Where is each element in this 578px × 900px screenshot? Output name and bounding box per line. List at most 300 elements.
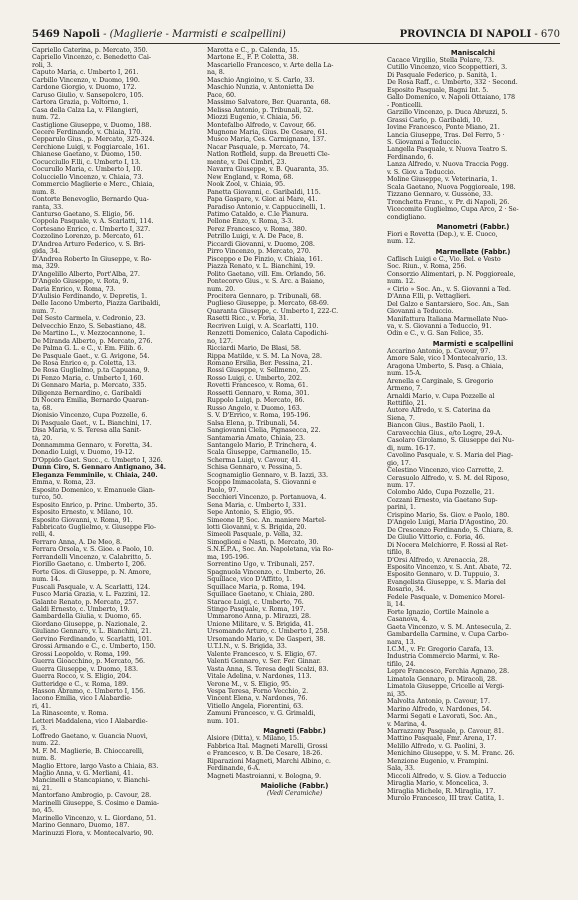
directory-entry: Ferrandelli Vincenzo, v. Calabritto, 5. — [32, 553, 152, 561]
directory-entry: va, v. S. Giovanni a Teduccio, 91. — [387, 322, 492, 330]
directory-entry: New England, v. Roma, 68. — [207, 173, 294, 181]
directory-entry: Delvecchio Enzo, S. Sebastiano, 48. — [32, 322, 147, 330]
directory-entry: Gervino Ferdinando, v. Scarlatti, 101. — [32, 635, 152, 643]
directory-entry: Canturso Gaetano, S. Eligio, 56. — [32, 210, 135, 218]
directory-entry: Marinelli Giuseppe, S. Cosimo e Damia- — [32, 799, 159, 807]
directory-entry: Martone E., F. P. Coletta, 38. — [207, 54, 299, 62]
directory-entry: Soc. Riun., v. Roma, 256. — [387, 263, 467, 271]
directory-entry: Marino Alfredo, v. Nardones, 54. — [387, 705, 492, 713]
directory-entry: Secchieri Vincenzo, p. Portanuova, 4. — [207, 494, 327, 502]
directory-entry: Manifattura Italiana Marmellate Nuo- — [387, 315, 509, 323]
section-heading: Maniscalchi — [450, 49, 496, 57]
directory-entry: Papa Gaspare, v. Gior. ai Mare, 41. — [207, 196, 318, 204]
directory-entry: Langella Pasquale, v. Nuova Teatro S. — [387, 146, 508, 154]
directory-entry: num. 14. — [32, 576, 61, 584]
directory-entry: ranta, 33. — [32, 203, 64, 211]
directory-entry: Pellone Enzo, v. Roma, 3-3. — [207, 218, 294, 226]
directory-entry: Malvolta Antonio, p. Cavour, 17. — [387, 698, 490, 706]
directory-entry: Fusco Maria Grazia, v. L. Fazzini, 12. — [32, 591, 151, 599]
directory-entry: Arenella e Carginale, S. Gregorio — [387, 377, 494, 385]
directory-entry: Mattino Pasquale, Fmr. Arena, 17. — [387, 735, 497, 743]
directory-entry: Guerra Rocco, v. S. Eligio, 204. — [32, 673, 132, 681]
directory-entry: Esposito Pasquale, Bagni Int. 5. — [387, 86, 489, 94]
directory-entry: Zamuni Francesco, v. G. Grimaldi, — [207, 710, 316, 718]
directory-entry: Panetta Giovanni, c. Garibaldi, 115. — [207, 188, 321, 196]
directory-entry: gio, 17. — [387, 459, 411, 467]
directory-entry: Commercio Maglierie e Merc., Chiaia, — [32, 181, 155, 189]
directory-entry: Contorte Benevoglio, Bernardo Qua- — [32, 196, 149, 204]
directory-entry: Mantorfano Ambrogio, p. Cavour, 28. — [32, 792, 152, 800]
directory-entry: Accarino Antonio, p. Cavour, 97. — [387, 347, 491, 355]
directory-entry: Limatola Giuseppe, Cricelle ai Vergi- — [387, 683, 505, 691]
directory-entry: Scoppo Immacolata, S. Giovanni e — [207, 479, 317, 487]
directory-entry: lotti Giovanni, v. S. Brigida, 20. — [207, 524, 307, 531]
page-header — [32, 29, 560, 44]
directory-entry: e Francesco, v. B. De Cesare, 18-26. — [207, 750, 323, 758]
directory-entry: Paradiso Antonio, v. Cappuccinelli, 1. — [207, 203, 326, 211]
directory-entry: Dunn Ciro, S. Gennaro Antignano, 34. — [32, 464, 166, 472]
column-middle — [207, 47, 382, 892]
directory-entry: Santamaria Amato, Chiaia, 23. — [207, 434, 305, 442]
directory-entry: Esposito Ernesto, v. Milano, 10. — [32, 509, 133, 517]
directory-entry: Forte Gios. di Giuseppe, p. N. Amore, — [32, 568, 152, 576]
directory-entry: Montefalbo Alfredo, v. Cavour, 66. — [207, 121, 316, 129]
directory-entry: Di Pasquale Gaet., v. L. Bianchini, 17. — [32, 419, 152, 427]
directory-entry: Ferdinande, 6-A. — [207, 765, 261, 773]
directory-entry: Patimo Cataldo, e. C.le Pianura. — [207, 210, 309, 218]
directory-entry: Maschio Angioino, v. S. Carlo, 33. — [207, 76, 315, 84]
directory-entry: Rettifilo, 21. — [387, 400, 427, 408]
directory-entry: Capriello Caterina, p. Mercato, 350. — [32, 47, 148, 54]
directory-entry: Massimo Salvatore, Ber. Quaranta, 68. — [207, 99, 331, 107]
directory-entry: Donnammma Gennaro, v. Foretta, 34. — [32, 442, 153, 450]
directory-entry: Iacono Emilia, vico I Alabardie- — [32, 695, 133, 703]
directory-entry: Cutillo Vincenzo, vico Scoppettieri, 3. — [387, 64, 508, 72]
directory-entry: Miozzi Eugenio, v. Chiaia, 56. — [207, 114, 302, 122]
directory-entry: Sala, 33. — [387, 765, 415, 773]
directory-entry: Cozzani Ernesto, via Gaetano Sup- — [387, 496, 498, 504]
directory-entry: Vitale Adelina, v. Nardones, 113. — [207, 673, 312, 681]
directory-entry: condigliano. — [387, 213, 426, 221]
directory-entry: Cardone Giorgio, v. Duomo, 172. — [32, 84, 137, 92]
directory-entry: Esposito Vincenzo, v. S. Ant. Abate, 72. — [387, 564, 512, 571]
directory-entry: Vincent Elena, v. Nardones, 76. — [207, 695, 308, 703]
directory-entry: v. Marina, 4. — [387, 720, 427, 728]
directory-entry: Chianese Gaetano, v. Duomo, 150. — [32, 151, 142, 159]
directory-entry: Scala Giuseppe, Carmanello, 15. — [207, 449, 312, 457]
directory-entry: Squillace Gaetano, v. Chiaia, 280. — [207, 591, 315, 599]
directory-entry: Starace Luigi, c. Umberto, 76. — [207, 598, 304, 606]
directory-entry: num. 12. — [387, 238, 416, 246]
directory-entry: Grassi Carlo, p. Garibaldi, 10. — [387, 116, 483, 124]
directory-entry: Fuscali Pasquale, v. A. Scarlatti, 124. — [32, 583, 151, 591]
directory-entry: Siena, 7. — [387, 414, 415, 422]
directory-entry: Romano Ersilia, Ber. Pessina, 21. — [207, 360, 313, 368]
right-page-number: - 670 — [534, 29, 560, 40]
directory-entry: Navarra Giuseppe, v. B. Quaranta, 35. — [207, 166, 329, 174]
directory-entry: v. S. Giov. a Teduccio. — [387, 168, 456, 176]
directory-entry: ri, 41. — [32, 702, 51, 710]
directory-entry: Disa Maria, v. S. Teresa alla Sanit- — [32, 427, 142, 435]
directory-entry: Galante Renato, p. Mercato, 257. — [32, 598, 139, 606]
directory-entry: Diligenza Bernardino, c. Garibaldi — [32, 389, 142, 397]
directory-entry: Quaranta Giuseppe, c. Umberto I, 222-C. — [207, 307, 339, 315]
directory-entry: - Ponticelli. — [387, 101, 423, 109]
directory-entry: tifilo, 8. — [387, 549, 412, 557]
directory-entry: Industria Commercio Marmi, v. Re- — [387, 653, 500, 661]
directory-entry: Ricciardi Mario, De Blasi, 58. — [207, 345, 301, 353]
directory-entry: Casa della Calza La, v. Filangieri, — [32, 106, 139, 114]
directory-entry: Di Pasquale Federico, p. Sanità, 1. — [387, 71, 497, 79]
directory-entry: Fiori e Rovetta (Dep.), v. E. Cuoco, — [387, 230, 498, 238]
directory-entry: Capriello Vincenzo, c. Benedetto Cai- — [32, 54, 152, 62]
directory-entry: Sangiovanni Clelia, Pignasecca, 22. — [207, 427, 321, 435]
directory-entry: « Cirio » Soc. An., v. S. Giovanni a Ted. — [387, 285, 511, 293]
directory-entry: Ferraro Anna, A. De Meo, 8. — [32, 538, 123, 546]
directory-entry: Cortesano Enrico, c. Umberto I, 327. — [32, 225, 151, 233]
section-heading: Magneti (Fabbr.) — [263, 727, 326, 736]
directory-entry: na, 8. — [207, 69, 225, 77]
directory-entry: Gambardella Carmine, v. Cupa Carbo- — [387, 631, 509, 639]
directory-entry: Galdi Ernesto, c. Umberto, 19. — [32, 605, 130, 613]
directory-entry: Cozzolino Lorenzo, p. Mercato, 61. — [32, 233, 144, 241]
directory-entry: Forte Ignazio, Cortile Mainole a — [387, 608, 489, 616]
directory-entry: Carbillo Vincenzo, v. Duomo, 190. — [32, 76, 140, 84]
directory-entry: Riparazioni Magneti, Marchi Albino, c. — [207, 757, 331, 765]
directory-entry: Di Nocera Melchiorre, F. Rossi al Ret- — [387, 541, 508, 549]
directory-entry: Di Fenzo Maria, c. Umberto I, 160. — [32, 374, 144, 382]
directory-entry: num. 22. — [32, 740, 61, 748]
directory-entry: Mugnone Maria, Gius. De Cesare, 61. — [207, 128, 328, 136]
directory-entry: Guerra Gioacchino, p. Mercato, 56. — [32, 658, 145, 666]
directory-entry: di, num. 16-17. — [387, 444, 436, 452]
directory-entry: Gutteridge e C., v. Roma, 189. — [32, 680, 129, 688]
directory-entry: Maglio Anna, v. G. Merliani, 41. — [32, 769, 134, 777]
directory-entry: Maschio Nunzia, v. Antonietta De — [207, 84, 314, 92]
directory-entry: Rippa Matilde, v. S. M. La Nova, 28. — [207, 352, 322, 360]
directory-entry: De Rosa Raff., c. Umberto, 332 · Second. — [387, 79, 518, 87]
directory-entry: Tizzano Gennaro, v. Gussone, 33. — [387, 191, 493, 199]
directory-entry: num. 72. — [32, 114, 61, 122]
directory-entry: Marino Gennaro, Duomo, 187. — [32, 822, 130, 830]
column-left — [32, 47, 202, 892]
section-note: (Vedi Ceramiche) — [266, 788, 323, 797]
directory-entry: Moline Giuseppe, v. Veterinaria, 1. — [387, 176, 498, 184]
directory-entry: Aragona Umberto, S. Pasq. a Chiaia, — [387, 362, 504, 370]
directory-entry: Cacace Virgilio, Stella Polare, 73. — [387, 57, 494, 64]
directory-entry: Esposito Domenico, v. Emanuele Gian- — [32, 486, 155, 494]
directory-entry: Rovetti Francesco, v. Roma, 61. — [207, 382, 308, 390]
directory-entry: De Crescenzo Ferdinando, S. Chiara, 8. — [387, 526, 513, 534]
directory-entry: Caruso Giulio, v. Sansepolcro, 105. — [32, 91, 144, 99]
directory-entry: Ursomando Mario, v. De Gasperi, 38. — [207, 635, 326, 643]
directory-entry: Nook Zool, v. Chiaia, 95. — [207, 181, 286, 189]
directory-entry: Marrazzony Pasquale, p. Cavour, 81. — [387, 727, 504, 735]
directory-entry: num. 8. — [32, 755, 57, 763]
directory-entry: Marinuzzi Flora, v. Montecalvario, 90. — [32, 829, 154, 837]
directory-entry: Nacar Pasquale, p. Mercato, 74. — [207, 143, 310, 151]
directory-entry: Esposito Enrico, p. Princ. Umberto, 35. — [32, 501, 158, 509]
directory-entry: Cartora Grazia, p. Voltorno, 1. — [32, 99, 129, 107]
directory-entry: Colombo Aldo, Cupa Pozzelle, 21. — [387, 489, 495, 497]
section-subtitle: - (Maglierie - Marmisti e scalpellini) — [103, 29, 286, 40]
directory-entry: Di Nocera Emilia, Bernardo Quaran- — [32, 397, 149, 405]
directory-entry: Scognamiglio Gennaro, v. B. Iazzi, 33. — [207, 471, 328, 479]
directory-entry: ta, 68. — [32, 404, 53, 412]
directory-entry: S.N.E.P.A., Soc. An. Napoletana, via Ro- — [207, 546, 334, 554]
directory-entry: Miraglia Michele, R. Miraglia, 17. — [387, 787, 496, 795]
directory-entry: Schisa Gennaro, v. Pessina, 5. — [207, 464, 303, 472]
section-heading: Marmisti e scalpellini — [432, 339, 514, 348]
directory-entry: num. 7. — [32, 307, 57, 315]
directory-entry: Ferdinando, 6. — [387, 153, 434, 161]
directory-entry: Petrillo Luigi, v. A. De Pace, 8. — [207, 233, 304, 241]
city-title: Napoli — [63, 29, 100, 40]
directory-entry: Simeone IP, Soc. An. maniere Martel- — [207, 516, 327, 524]
directory-entry: U.T.I.N., v. S. Brigida, 33. — [207, 643, 287, 651]
directory-entry: Musco Maria, Ces. Carmignano, 137. — [207, 136, 327, 144]
directory-entry: Rosso Luigi, c. Umberto, 202. — [207, 374, 302, 382]
directory-entry: D'Angelo Giuseppe, v. Rota, 9. — [32, 278, 129, 286]
directory-entry: Santangelo Mario, P. Trinchera, 4. — [207, 442, 317, 450]
directory-entry: ri, 3. — [32, 725, 47, 733]
directory-entry: Coppola Pasquale, v. A. Scarlatti, 114. — [32, 218, 154, 226]
directory-entry: S. V. D'Errico, v. Roma, 195-196. — [207, 412, 311, 420]
directory-entry: Biancon Gius., Bastilo Paoli, 1. — [387, 422, 485, 430]
directory-entry: Hasson Abramo, c. Umberto I, 156. — [32, 687, 146, 695]
directory-entry: Guerra Giuseppe, v. Duomo, 183. — [32, 665, 138, 673]
directory-entry: Autore Alfredo, v. S. Caterina da — [387, 407, 491, 415]
directory-entry: Daria Enrico, v. Roma, 73. — [32, 285, 116, 293]
directory-entry: Gallo Domenico, v. Napoli Ottaiano, 178 — [387, 94, 516, 102]
directory-entry: Scala Gaetano, Nuova Poggioreale, 198. — [387, 183, 516, 191]
directory-entry: Crispino Mario, Ss. Giov. e Paolo, 180. — [387, 511, 510, 519]
directory-entry: tà, 20. — [32, 434, 53, 442]
directory-entry: D'Angelillo Alberto, Port'Alba, 27. — [32, 270, 140, 278]
directory-entry: Delle Iacono Umberto, Piazza Garibaldi, — [32, 300, 161, 308]
directory-entry: Puglieso Giuseppe, p. Mercato, 68-69. — [207, 300, 329, 308]
directory-entry: Murolo Francesco, III trav. Catita, 1. — [387, 795, 504, 803]
column-right — [387, 47, 559, 892]
directory-entry: Giuliano Gennaro, v. L. Bianchini, 21. — [32, 628, 152, 636]
directory-entry: Pirro Vincenzo, p. Mercato, 270. — [207, 248, 311, 256]
section-heading: Maioliche (Fabbr.) — [260, 781, 329, 790]
directory-entry: Vitiello Angela, Fiorentini, 63. — [207, 702, 304, 710]
directory-entry: Casolaro Girolamo, S. Giuseppe dei Nu- — [387, 437, 514, 445]
directory-entry: Spagnuola Vincenzo, c. Umberto, 26. — [207, 568, 326, 576]
directory-entry: Pontecorvo Gius., v. S. Arc. a Baiano, — [207, 278, 325, 286]
directory-entry: Cerchione Luigi, v. Foggiarcale, 161. — [32, 143, 150, 151]
directory-entry: ma, 329. — [32, 263, 60, 271]
directory-entry: Ummarono Anna, p. Mirazzi, 28. — [207, 613, 312, 621]
directory-entry: Cerasuolo Alfredo, v. S. M. del Riposo, — [387, 474, 510, 482]
directory-entry: De Miranda Alberto, p. Mercato, 276. — [32, 337, 153, 345]
directory-entry: Squillace, vico D'Affitto, 1. — [207, 576, 292, 584]
directory-entry: Sepe Antonio, S. Eligio, 95. — [207, 509, 295, 517]
directory-entry: Mancinelli e Stancapiano, v. Bianchi- — [32, 777, 150, 785]
directory-entry: Del Sesto Carmela, v. Cedronio, 23. — [32, 315, 146, 323]
directory-entry: Di Gennaro Maria, p. Mercato, 335. — [32, 382, 147, 390]
directory-entry: Mascariello Francesco, v. Arte della La- — [207, 61, 334, 69]
directory-entry: Dionisio Vincenzo, Cupa Pozzelle, 6. — [32, 412, 148, 420]
directory-entry: Miccoli Alfredo, v. S. Giov. a Teduccio — [387, 772, 507, 780]
directory-entry: Donadio Luigi, v. Duomo, 19-12. — [32, 449, 135, 457]
directory-entry: Unione Militare, v. S. Brigida, 41. — [207, 620, 314, 628]
directory-entry: De Palma G. L. e C., v. Em. Filib. 6. — [32, 345, 144, 353]
directory-entry: Simoglioni e Nasti, p. Mercato, 30. — [207, 538, 319, 546]
directory-entry: Valente Francesco, v. S. Eligio, 67. — [207, 650, 317, 658]
section-heading: Marmellate (Fabbr.) — [435, 247, 511, 256]
directory-entry: ni, 21. — [32, 784, 53, 792]
header-right — [400, 29, 560, 41]
directory-entry: D'Oppido Gaet. Succ., c. Umberto I, 326. — [32, 456, 163, 464]
directory-entry: Renzetti Domenico, Calata Capodichi- — [207, 330, 329, 338]
directory-entry: Miraglia Mario, v. Moncelica, 3. — [387, 780, 489, 788]
directory-entry: Fiorillo Gaetano, c. Umberto I, 206. — [32, 561, 146, 569]
directory-entry: Procitera Gennaro, p. Tribunali, 68. — [207, 292, 322, 300]
directory-entry: num. 20. — [207, 285, 236, 293]
directory-entry: Menzione Eugenio, v. Frampini. — [387, 757, 489, 765]
directory-entry: De Giulio Vittorio, c. Foria, 46. — [387, 534, 485, 542]
directory-entry: Lancia Giuseppe, Tras. Del Ferro, 5 · — [387, 131, 505, 139]
directory-entry: Ursomando Arturo, c. Umberto I, 258. — [207, 628, 330, 636]
directory-entry: Grossi Armando e C., c. Umberto, 150. — [32, 643, 156, 651]
directory-entry: Giovanni a Teduccio. — [387, 308, 454, 316]
directory-entry: Emma, v. Roma, 23. — [32, 479, 96, 487]
directory-entry: Lanza Alfredo, v. Nuova Traccia Pogg. — [387, 161, 509, 169]
directory-entry: Colucciello Vincenzo, v. Chiaia, 73. — [32, 173, 144, 181]
directory-entry: Valenti Gennaro, v. Ser. Fer. Ginnar. — [207, 658, 321, 666]
directory-entry: Limatola Gennaro, p. Miracoli, 28. — [387, 675, 497, 683]
directory-entry: Verone M., v. S. Eligio, 95. — [207, 680, 291, 688]
directory-entry: mente, v. Dei Cimbri, 23. — [207, 158, 287, 166]
directory-entry: Iovine Francesco, Ponte Miano, 21. — [387, 124, 500, 132]
directory-entry: M. F. M. Maglierie, B. Chioccarelli, — [32, 747, 144, 755]
directory-entry: Salsa Elena, p. Tribunali, 54. — [207, 419, 300, 427]
directory-entry: gida, 34. — [32, 248, 60, 256]
directory-entry: tifilo, 24. — [387, 660, 416, 668]
directory-entry: Caputo Maria, c. Umberto I, 261. — [32, 69, 139, 77]
directory-entry: Cecere Ferdinando, v. Chiaia, 170. — [32, 128, 143, 136]
directory-entry: Grossi Leopoldo, v. Roma, 199. — [32, 650, 131, 658]
directory-entry: Ruppolo Luigi, p. Mercato, 86. — [207, 397, 305, 405]
directory-entry: Lepre Francesco, Ferchia Agnano, 28. — [387, 668, 510, 676]
directory-entry: D'Andrea Arturo Federico, v. S. Bri- — [32, 240, 146, 248]
directory-entry: Russo Angelo, v. Duomo, 163. — [207, 404, 302, 412]
directory-entry: Cavolino Pasquale, v. S. Maria del Piag- — [387, 452, 514, 460]
directory-entry: Castiglione Giuseppe, v. Duomo, 188. — [32, 121, 152, 129]
directory-entry: D'Orsi Alfredo, v. Arenaccia, 28. — [387, 556, 490, 564]
directory-entry: Pace, 60. — [207, 91, 236, 99]
directory-entry: Casanova, 4. — [387, 616, 428, 624]
directory-entry: Gambardella Giulia, v. Duomo, 65. — [32, 613, 142, 621]
directory-entry: Eleganza Femminile, v. Chiaia, 240. — [32, 471, 158, 479]
directory-entry: Letteri Maddalena, vico I Alabardie- — [32, 717, 148, 725]
directory-entry: Rosario, 34. — [387, 586, 426, 594]
directory-entry: Caravecchia Gius., e/to Logre, 29-A. — [387, 429, 503, 437]
province-title: PROVINCIA DI NAPOLI — [399, 29, 532, 40]
section-heading: Manometri (Fabbr.) — [436, 222, 510, 231]
directory-entry: roli, 3. — [32, 61, 53, 69]
directory-entry: Marmi Segati e Lavorati, Soc. An., — [387, 713, 498, 721]
directory-entry: num. 101. — [207, 717, 240, 725]
directory-entry: Esposito Giovanni, v. Roma, 91. — [32, 516, 133, 524]
directory-entry: Cocurullo Maria, c. Umberto I, 10. — [32, 166, 143, 174]
directory-entry: Maglio Ettore, largo Vasto a Chiaia, 83. — [32, 762, 159, 770]
directory-entry: num. 8. — [32, 188, 57, 196]
directory-entry: Pisceppo e De Finzio, v. Chiaia, 161. — [207, 255, 323, 263]
directory-entry: Esposito Gennaro, v. D. Tuppuio, 3. — [387, 571, 500, 579]
directory-entry: Rasetti Ricc., v. Foria, 31. — [207, 315, 289, 323]
directory-entry: Vespa Teresa, Forno Vecchio, 2. — [207, 687, 309, 695]
directory-entry: Fedele Pasquale, v. Domenico Morel- — [387, 593, 505, 601]
directory-entry: D'Anna F.lli, p. Vettaglieri. — [387, 293, 471, 301]
directory-entry: Menichino Giuseppe, v. S. M. Franc. 26. — [387, 750, 515, 758]
directory-entry: Caflisch Luigi e C., Vio. Bel. e Vesto — [387, 255, 501, 263]
directory-entry: Rossi Giuseppe, v. Sellmeno, 25. — [207, 367, 311, 375]
directory-entry: num. 15-A. — [387, 370, 422, 378]
directory-entry: parini, 1. — [387, 504, 416, 512]
directory-entry: ma, 195-196. — [207, 553, 249, 561]
directory-entry: turco, 50. — [32, 494, 63, 502]
directory-entry: Piccardi Giovanni, v. Duomo, 208. — [207, 240, 315, 248]
directory-entry: S. Giovanni a Teduccio. — [387, 138, 462, 146]
directory-entry: Piazza Renato, v. L. Bianchini, 19. — [207, 263, 315, 271]
directory-entry: Marotta e C., p. Calenda, 15. — [207, 47, 300, 54]
page-number: 5469 — [32, 29, 60, 40]
directory-entry: Tronchetta Franc., v. Pr. di Napoli, 26. — [387, 198, 510, 206]
directory-entry: Amore Sale, vico I Montecalvario, 13. — [387, 355, 508, 363]
directory-entry: Natlon Rotfleld, supp. da Breuetti Cle- — [207, 151, 330, 159]
directory-entry: De Rosa Enrico e, p. Coletta, 13. — [32, 360, 137, 368]
directory-entry: I.C.M., v. Fr. Gregorio Carafa, 13. — [387, 645, 494, 653]
directory-entry: Arnaldi Mario, v. Cupa Pozzelle al — [387, 392, 495, 400]
directory-entry: Fabbricato Guglielmo, v. Giuseppe Flo- — [32, 524, 156, 531]
directory-entry: Ferrara Orsola, v. S. Gioe. e Paolo, 10. — [32, 546, 154, 554]
directory-entry: Melissa Antonio, p. Tribunali, 52. — [207, 106, 314, 114]
directory-entry: D'Aulisio Ferdinando, v. Depretis, 1. — [32, 292, 147, 300]
directory-entry: Consorzio Alimentari, p. N. Poggioreale, — [387, 270, 516, 278]
directory-entry: Del Galzo e Santarsiero, Soc. An., San — [387, 300, 509, 308]
directory-entry: Sena Maria, c. Umberto I, 331. — [207, 501, 307, 509]
directory-entry: D'Andrea Roberto In Giuseppe, v. Ro- — [32, 255, 152, 263]
directory-entry: li, 14. — [387, 601, 405, 609]
directory-entry: ni, 35. — [387, 690, 408, 698]
directory-entry: no, 127. — [207, 337, 233, 345]
directory-entry: D'Angelo Luigi, Maria D'Agostino, 20. — [387, 519, 508, 527]
directory-entry: Alsiore (Ditta), v. Milano, 15. — [207, 735, 299, 743]
directory-entry: Armeno, 7. — [387, 385, 423, 393]
directory-entry: Odin e C., v. G. San Felice, 35. — [387, 330, 484, 338]
directory-entry: Melillo Alfredo, v. G. Paolini, 3. — [387, 742, 486, 750]
directory-entry: Vasta Anna, S. Teresa degli Scalzi, 83. — [207, 665, 329, 673]
directory-entry: no, 45. — [32, 807, 54, 815]
directory-entry: De Pasquale Gaet., v. G. Avigone, 54. — [32, 352, 150, 360]
directory-entry: Stingo Pasquale, v. Roma, 197. — [207, 605, 306, 613]
directory-entry: Evangelista Giuseppe, v. S. Maria del — [387, 578, 506, 586]
directory-entry: Marinello Vincenzo, v. L. Giordano, 51. — [32, 814, 157, 822]
directory-entry: Vicecomite Guglielmo, Cupa Arco, 2 · Se- — [387, 206, 519, 214]
directory-entry: Magneti Mastroianni, v. Bologna, 9. — [207, 772, 322, 780]
directory-entry: nara, 13. — [387, 638, 416, 646]
directory-entry: De Martino L., v. Mezzocannone, 1. — [32, 330, 145, 338]
directory-entry: Paolo, 97. — [207, 486, 239, 494]
directory-entry: Perez Francesco, v. Roma, 380. — [207, 225, 307, 233]
directory-entry: Garzillo Vincenzo, p. Duca Abruzzi, 5. — [387, 109, 508, 117]
directory-entry: Squillace Maria, p. Roma, 194. — [207, 583, 306, 591]
directory-entry: Giordano Giuseppe, p. Nazionale, 2. — [32, 620, 148, 628]
directory-entry: La Rinascente, v. Roma. — [32, 710, 109, 718]
